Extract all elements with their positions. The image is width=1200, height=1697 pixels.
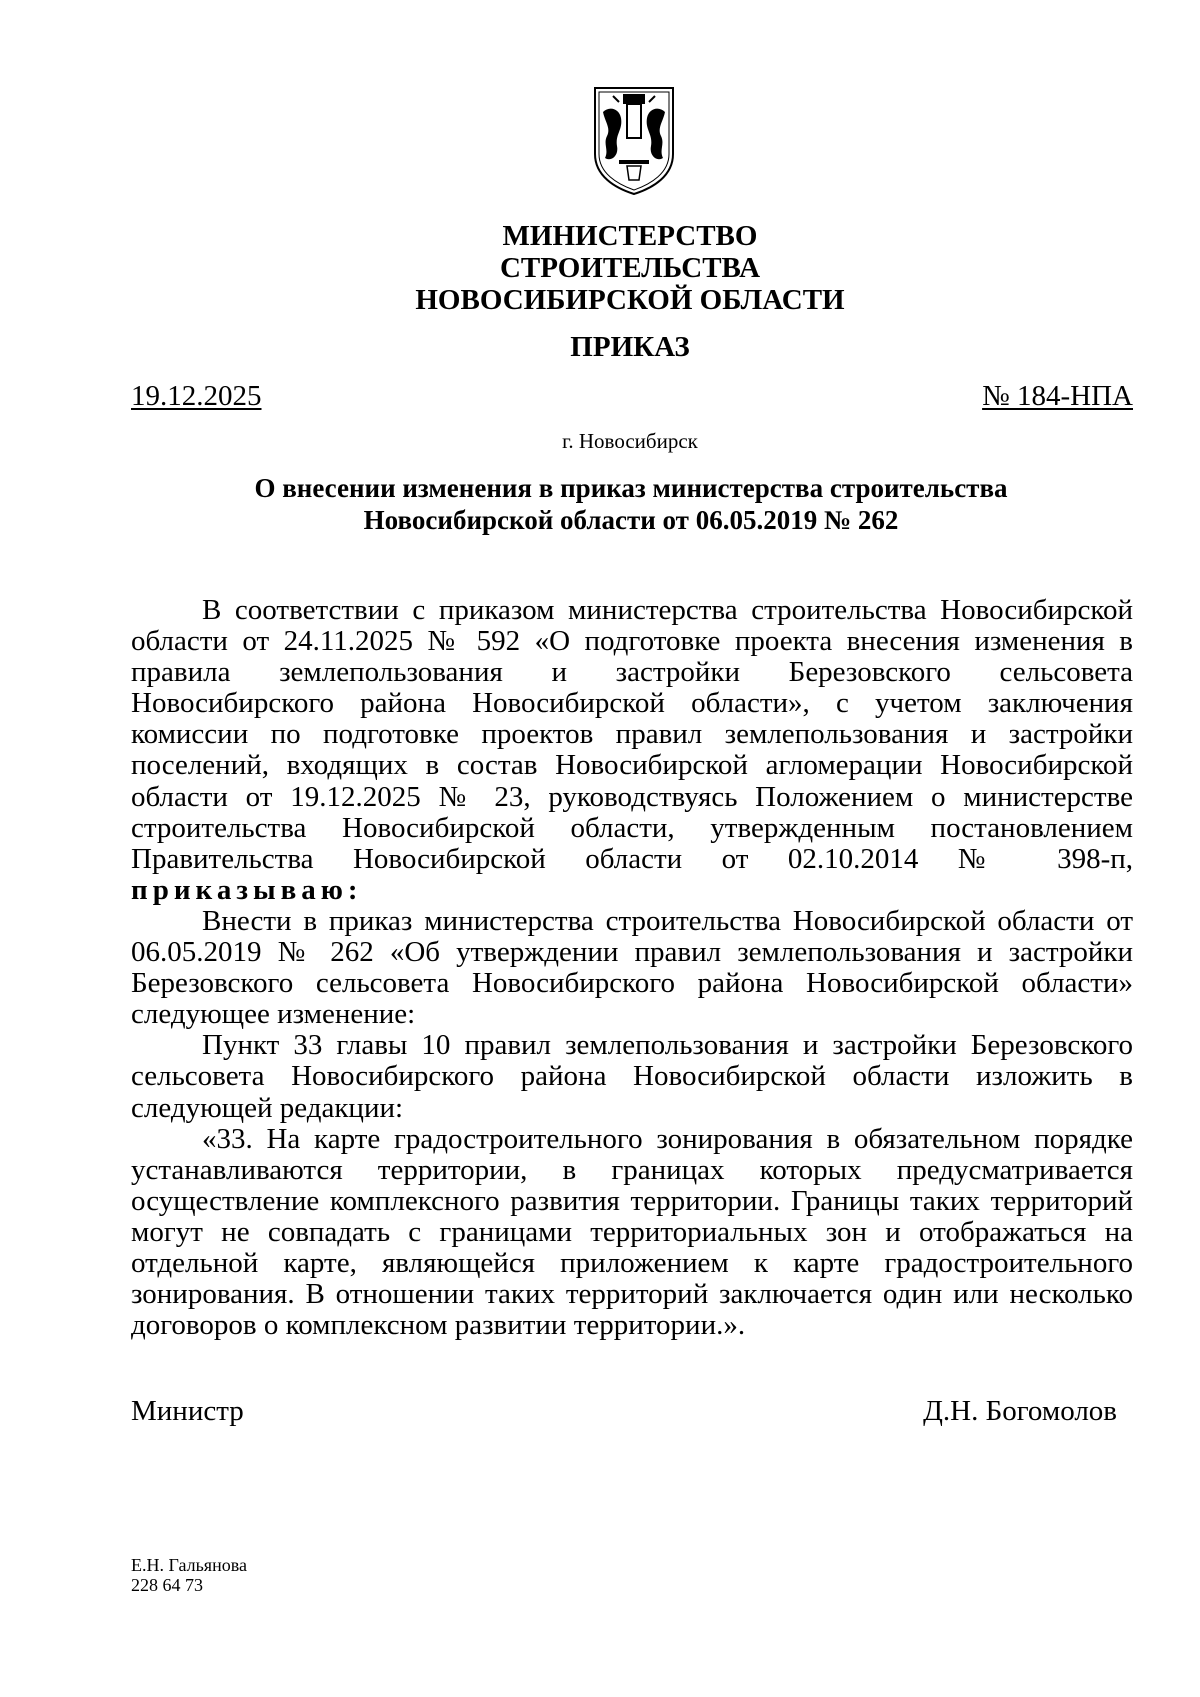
signer-name: Д.Н. Богомолов	[923, 1395, 1117, 1427]
body-paragraph-new-wording: «33. На карте градостроительного зонирования в обязательном порядке устанавливаются территории, в границах которых предусматривается осуществление комплексного развития территории. Границы таких территорий могут не совпадать с границами территориальных зон и отображаться на отдельной карте, являющейся приложением к карте градостроительного зонирования. В отношении таких территорий заключается один или несколько договоров о комплексном развитии территории.».	[131, 1122, 1133, 1342]
body-paragraph-amendment: Внести в приказ министерства строительства Новосибирской области от 06.05.2019 № 262 «Об утверждении правил землепользования и застройки Березовского сельсовета Новосибирского района Новосибирской области» следующее изменение:	[131, 904, 1133, 1031]
order-keyword: приказываю:	[131, 873, 363, 906]
ministry-name	[0, 220, 1200, 316]
executor-name: Е.Н. Гальянова	[131, 1555, 247, 1575]
body-paragraph-preamble	[131, 595, 1133, 906]
ministry-name-line: МИНИСТЕРСТВО	[502, 220, 758, 252]
document-title-line: О внесении изменения в приказ министерства строительства	[254, 473, 1008, 503]
executor-info	[131, 1555, 247, 1595]
executor-phone: 228 64 73	[131, 1575, 203, 1595]
document-title	[131, 472, 1131, 536]
signer-role: Министр	[131, 1395, 244, 1427]
ministry-name-line: СТРОИТЕЛЬСТВА	[499, 252, 761, 284]
document-place: г. Новосибирск	[562, 429, 698, 453]
body-paragraph-clause: Пункт 33 главы 10 правил землепользования и застройки Березовского сельсовета Новосибирского района Новосибирской области изложить в следующей редакции:	[131, 1029, 1133, 1124]
document-date: 19.12.2025	[131, 380, 262, 412]
ministry-name-line: НОВОСИБИРСКОЙ ОБЛАСТИ	[415, 284, 845, 316]
document-body	[131, 595, 1133, 1341]
coat-of-arms-icon	[589, 84, 679, 196]
preamble-text: В соответствии с приказом министерства строительства Новосибирской области от 24.11.2025 № 592 «О подготовке проекта внесения изменения в правила землепользования и застройки Березовского сельсовета Новосибирского района Новосибирской области», с учетом заключения комиссии по подготовке проектов правил землепользования и застройки поселений, входящих в состав Новосибирской агломерации Новосибирской области от 19.12.2025 № 23, руководствуясь Положением о министерстве строительства Новосибирской области, утвержденным постановлением Правительства Новосибирской области от 02.10.2014 № 398-п,	[131, 594, 1133, 875]
document-number: № 184-НПА	[982, 380, 1133, 412]
document-title-line: Новосибирской области от 06.05.2019 № 262	[363, 505, 899, 535]
document-type: ПРИКАЗ	[570, 331, 690, 363]
